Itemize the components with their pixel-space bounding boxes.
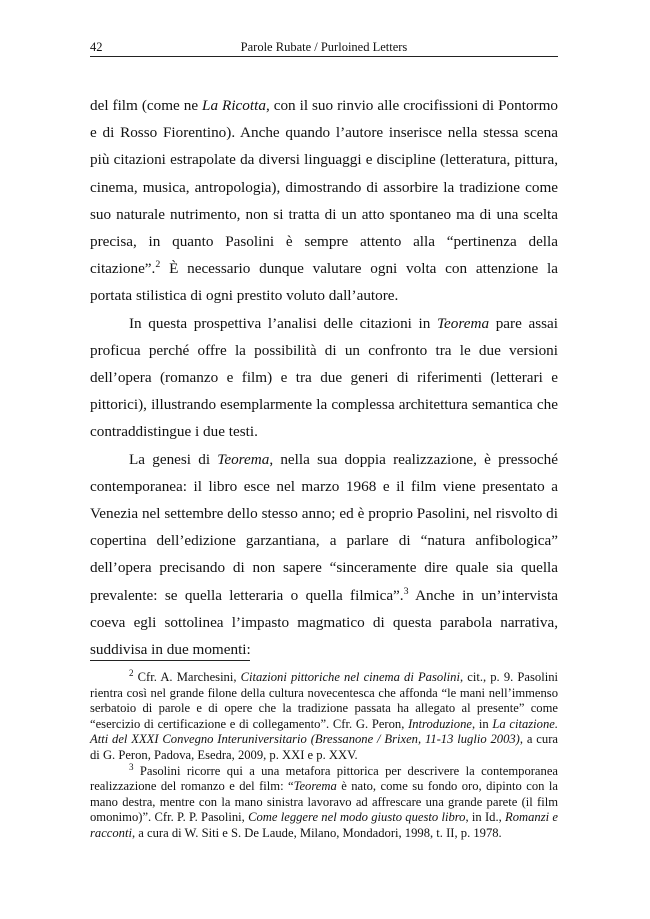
text-run: È necessario dunque valutare ogni volta con attenzione la portata stilistica di ogni prestito voluto dall’autore.: [90, 260, 558, 305]
text-run: La genesi di: [129, 450, 218, 468]
text-run: Anche in un’intervista coeva egli sottolinea l’impasto magmatico di questa parabola narrativa, suddivisa in due momenti:: [90, 586, 559, 659]
text-run: del film (come ne: [90, 97, 203, 114]
film-title: La Ricotta: [202, 97, 266, 114]
footnote-separator: [90, 660, 250, 661]
text-run: , cit., p. 9. Pasolini rientra così nel grande filone della cultura novecentesca che affonda “le mani nell’immenso serbatoio di parole e di opere che la tradizione passata ha allegato al presente” come “esercizio di certificazione e di collegamento”. Cfr. G. Peron,: [90, 670, 558, 731]
cited-title: Romanzi e racconti: [90, 810, 558, 840]
text-run: Cfr. A. Marchesini,: [133, 670, 241, 684]
text-run: , in Id.,: [465, 810, 506, 825]
work-title: Teorema: [437, 314, 490, 332]
footnote-3: [90, 761, 558, 842]
footnote-ref-2[interactable]: 2: [155, 259, 161, 271]
text-run: pare assai proficua perché offre la possibilità di un confronto tra le due versioni dell’opera (romanzo e film) e tra due generi di riferimenti (letterari e pittorici), illustrando esemplarmente la complessa architettura semantica che contraddistingue i due testi.: [90, 314, 558, 441]
footnotes: [90, 667, 558, 842]
footnote-2: [90, 667, 558, 764]
cited-title: Teorema: [293, 779, 337, 794]
paragraph-3: [90, 446, 558, 664]
text-run: , in: [471, 716, 493, 731]
main-text: [90, 92, 558, 663]
running-title: Parole Rubate / Purloined Letters: [240, 40, 408, 54]
cited-title: Come leggere nel modo giusto questo libro: [248, 810, 466, 825]
paragraph-1: [90, 92, 558, 310]
cited-title: La citazione. Atti del XXXI Convegno Interuniversitario (Bressanone / Brixen, 11-13 luglio 2003): [90, 716, 558, 747]
text-run: , nella sua doppia realizzazione, è pressoché contemporanea: il libro esce nel marzo 1968 e il film viene presentato a Venezia nel settembre dello stesso anno; ed è proprio Pasolini, nel risvolto di copertina dell’edizione garzantiana, a parlare di “natura anfibologica” dell’opera precisando di non sapere “sinceramente dire quale sia quella prevalente: se quella letteraria o quella filmica”.: [90, 450, 559, 604]
text-run: è nato, come su fondo oro, dipinto con la mano destra, mentre con la mano sinistra lavoravo ad affrescare una grande parete (il film omonimo)”. Cfr. P. P. Pasolini,: [90, 779, 558, 825]
footnote-mark: 3: [129, 761, 134, 772]
running-header: [90, 38, 558, 57]
footnote-mark: 2: [129, 667, 134, 678]
text-run: , a cura di W. Siti e S. De Laude, Milano, Mondadori, 1998, t. II, p. 1978.: [131, 825, 502, 840]
cited-title: Introduzione: [408, 716, 472, 731]
text-run: Pasolini ricorre qui a una metafora pittorica per descrivere la contemporanea realizzazione del romanzo e del film: “: [90, 763, 558, 794]
text-run: , a cura di G. Peron, Padova, Esedra, 2009, p. XXI e p. XXV.: [90, 732, 558, 762]
work-title: Teorema: [217, 450, 270, 468]
footnote-ref-3[interactable]: 3: [403, 585, 409, 597]
cited-title: Citazioni pittoriche nel cinema di Pasolini: [240, 670, 460, 684]
page-number: 42: [90, 40, 103, 54]
text-run: , con il suo rinvio alle crocifissioni di Pontormo e di Rosso Fiorentino). Anche quando l’autore inserisce nella stessa scena più citazioni estrapolate da diversi linguaggi e discipline (letteratura, pittura, cinema, musica, antropologia), dimostrando di assorbire la tradizione come suo naturale nutrimento, non si tratta di un atto spontaneo ma di una scelta precisa, in quanto Pasolini è sempre attento alla “pertinenza della citazione”.: [90, 97, 558, 278]
text-run: In questa prospettiva l’analisi delle citazioni in: [129, 314, 437, 332]
paragraph-2: [90, 310, 558, 446]
